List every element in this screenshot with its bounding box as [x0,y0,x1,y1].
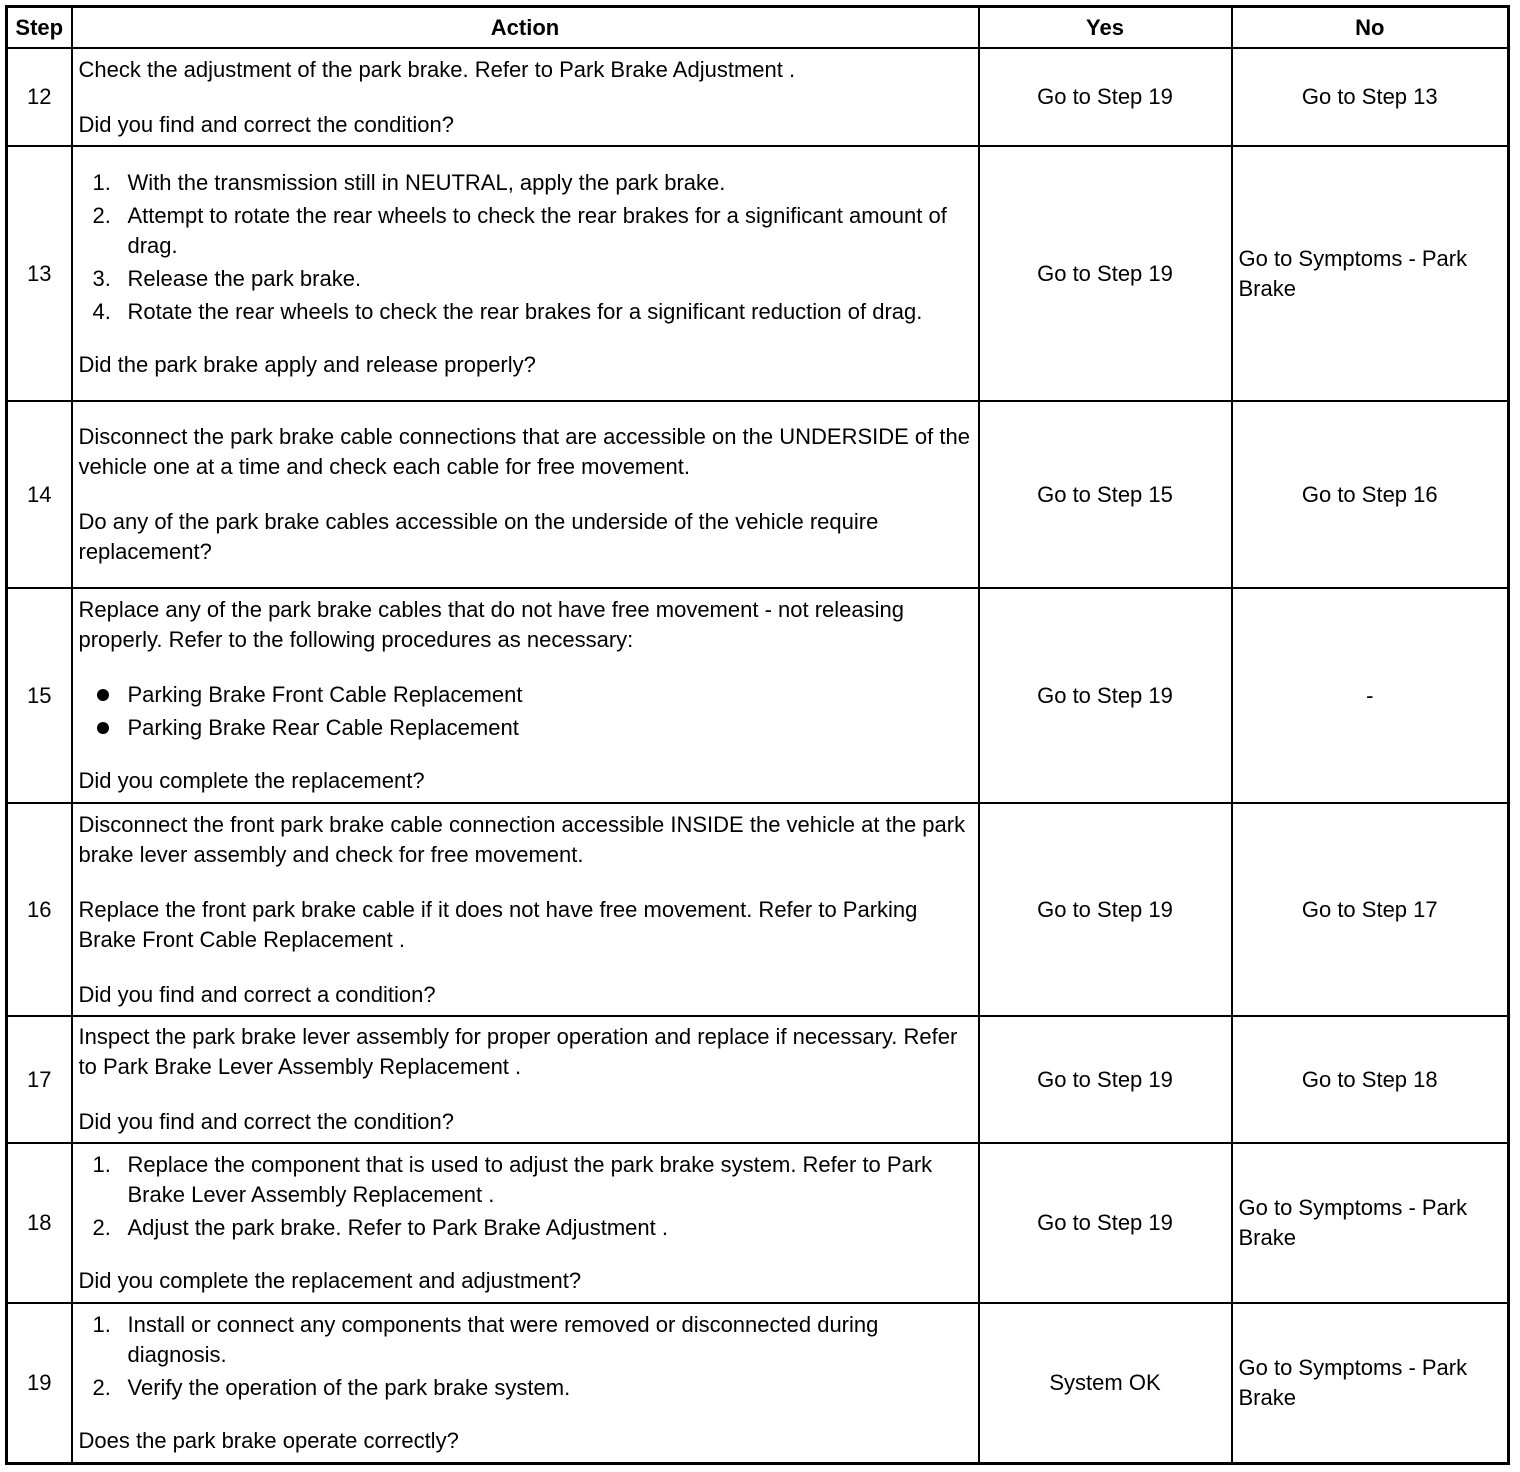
list-item: 2. Attempt to rotate the rear wheels to check the rear brakes for a significant amount of drag. [92,202,947,258]
list-item: 2. Adjust the park brake. Refer to Park Brake Adjustment . [92,1215,668,1240]
step-number: 19 [7,1303,72,1463]
action-cell [72,803,979,1016]
bullet-icon [97,689,109,701]
list-item: 1. With the transmission still in NEUTRAL, apply the park brake. [92,169,726,195]
action-text: Replace the front park brake cable if it does not have free movement. Refer to Parking Brake Front Cable Replacement . [78,896,918,952]
action-question: Did you complete the replacement? [78,768,425,793]
yes-result: Go to Step 19 [979,588,1232,803]
no-result: Go to Step 17 [1232,803,1509,1016]
list-item: 4. Rotate the rear wheels to check the rear brakes for a significant reduction of drag. [92,298,923,324]
header-no: No [1232,7,1509,49]
table-row [7,588,1509,803]
action-cell [72,1016,979,1143]
list-item: 1. Install or connect any components that were removed or disconnected during diagnosis. [92,1311,879,1367]
action-cell [72,588,979,803]
action-question: Did you complete the replacement and adjustment? [78,1268,582,1293]
action-question: Did you find and correct the condition? [78,111,454,137]
yes-result: Go to Step 19 [979,1016,1232,1143]
step-number: 13 [7,146,72,401]
step-number: 14 [7,401,72,588]
action-text: Disconnect the park brake cable connections that are accessible on the UNDERSIDE of the vehicle one at a time and check each cable for free movement. [78,424,970,479]
action-text: Disconnect the front park brake cable connection accessible INSIDE the vehicle at the park brake lever assembly and check for free movement. [78,811,966,867]
table-row [7,1143,1509,1303]
no-result: Go to Symptoms - Park Brake [1232,1143,1509,1303]
table-row [7,1016,1509,1143]
step-number: 15 [7,588,72,803]
step-number: 17 [7,1016,72,1143]
action-steps [79,1150,972,1243]
list-item: Parking Brake Rear Cable Replacement [79,713,972,743]
yes-result: Go to Step 19 [979,48,1232,146]
yes-result: Go to Step 19 [979,1143,1232,1303]
diagnostic-table [5,5,1510,1465]
header-step: Step [7,7,72,49]
action-question: Did you find and correct a condition? [78,981,436,1007]
action-cell [72,146,979,401]
action-question: Did you find and correct the condition? [78,1109,454,1134]
list-item: Parking Brake Front Cable Replacement [79,680,972,710]
header-yes: Yes [979,7,1232,49]
no-result: Go to Symptoms - Park Brake [1232,1303,1509,1463]
action-cell [72,1143,979,1303]
action-steps [79,168,972,327]
table-row [7,48,1509,146]
table-row [7,803,1509,1016]
action-cell [72,48,979,146]
action-question: Do any of the park brake cables accessible on the underside of the vehicle require replacement? [78,509,879,564]
action-text: Check the adjustment of the park brake. Refer to Park Brake Adjustment . [78,56,796,82]
yes-result: Go to Step 19 [979,803,1232,1016]
no-result: Go to Symptoms - Park Brake [1232,146,1509,401]
step-number: 12 [7,48,72,146]
table-row [7,1303,1509,1463]
bullet-icon [97,722,109,734]
no-result: Go to Step 13 [1232,48,1509,146]
no-result: - [1232,588,1509,803]
action-text: Replace any of the park brake cables that do not have free movement - not releasing properly. Refer to the following procedures as necessary: [78,597,904,652]
action-cell [72,401,979,588]
yes-result: System OK [979,1303,1232,1463]
no-result: Go to Step 16 [1232,401,1509,588]
action-text: Inspect the park brake lever assembly for proper operation and replace if necessary. Refer to Park Brake Lever Assembly Replacement . [78,1024,958,1079]
yes-result: Go to Step 19 [979,146,1232,401]
action-cell [72,1303,979,1463]
action-question: Does the park brake operate correctly? [78,1427,459,1453]
table-row [7,401,1509,588]
step-number: 18 [7,1143,72,1303]
step-number: 16 [7,803,72,1016]
table-row [7,146,1509,401]
list-item: 1. Replace the component that is used to adjust the park brake system. Refer to Park Brake Lever Assembly Replacement . [92,1152,933,1207]
no-result: Go to Step 18 [1232,1016,1509,1143]
header-action: Action [72,7,979,49]
header-row [7,7,1509,49]
list-item: 3. Release the park brake. [92,265,362,291]
list-item: 2. Verify the operation of the park brake system. [92,1374,571,1400]
yes-result: Go to Step 15 [979,401,1232,588]
action-question: Did the park brake apply and release properly? [78,351,536,377]
action-steps [79,1310,972,1403]
action-bullets [79,680,972,743]
